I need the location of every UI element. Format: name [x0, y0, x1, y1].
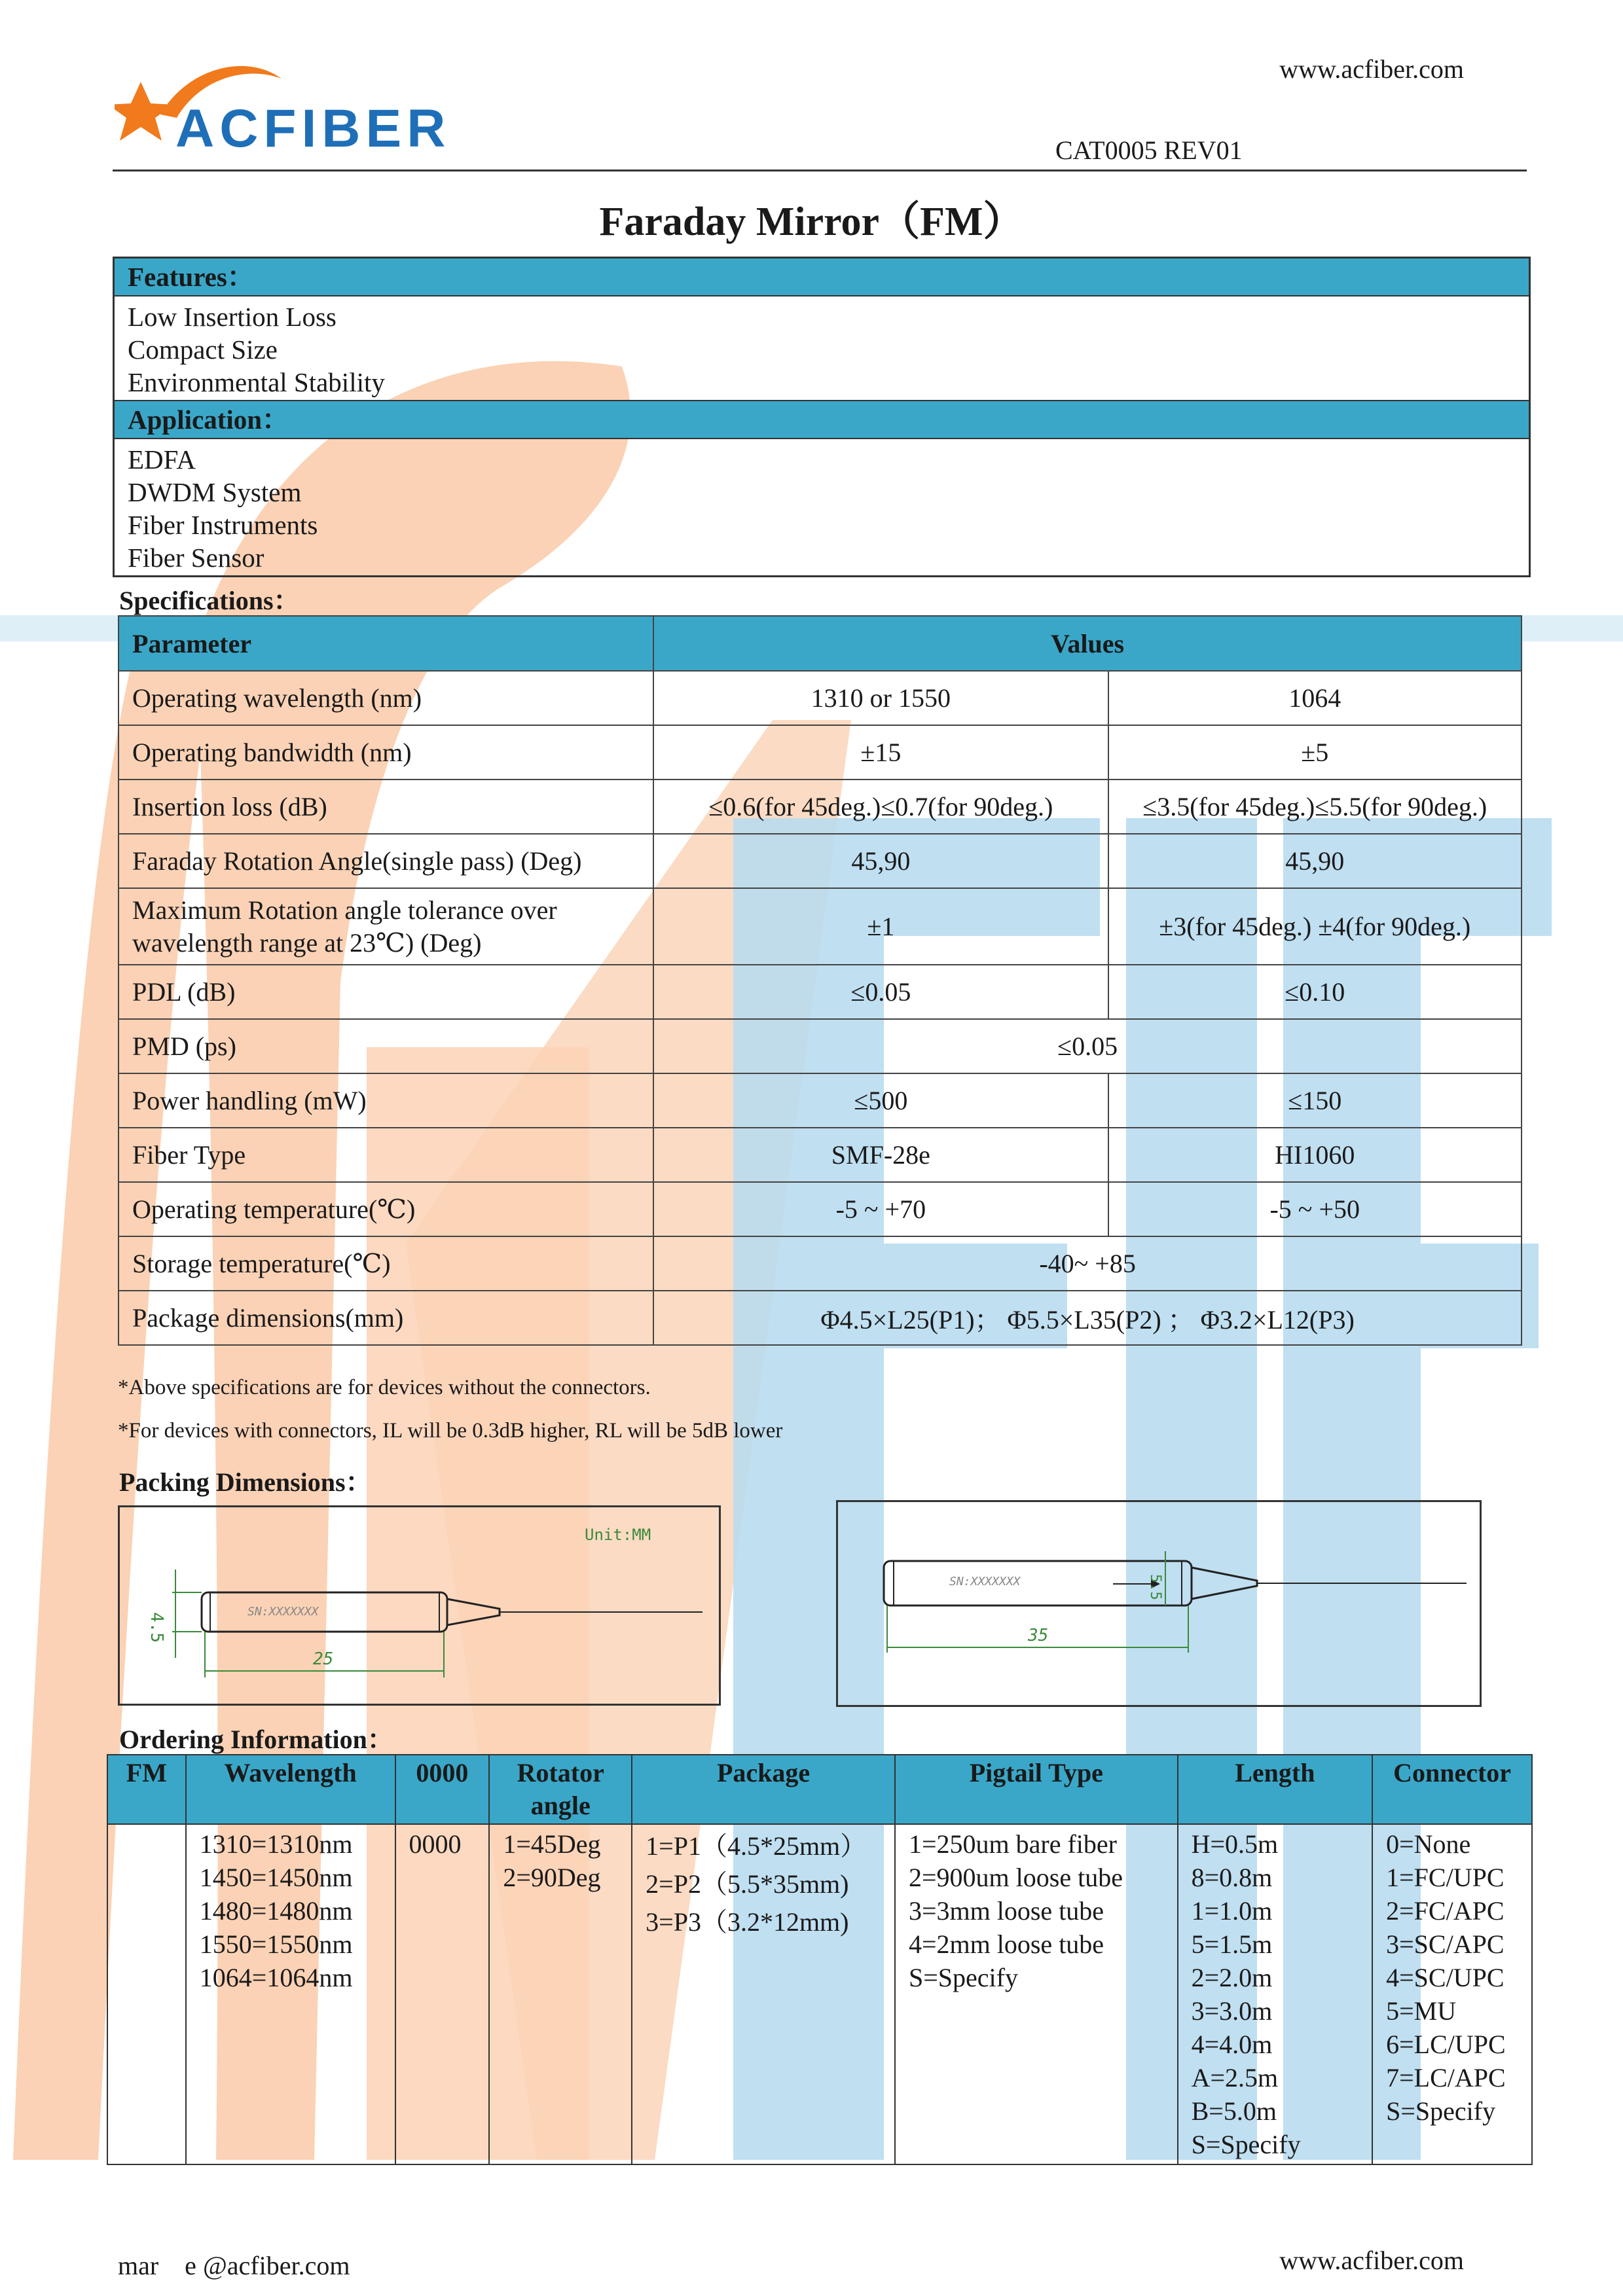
- table-row: [119, 671, 1522, 725]
- col-rotator: Rotator angle: [489, 1755, 632, 1824]
- spec-param-line: Maximum Rotation angle tolerance over: [132, 895, 557, 925]
- option-item: 1550=1550nm: [199, 1929, 353, 1959]
- option-item: 1064=1064nm: [199, 1963, 353, 1992]
- package-options: [632, 1824, 895, 2164]
- pigtail-options: [895, 1824, 1178, 2164]
- spec-value: 1310 or 1550: [653, 671, 1108, 725]
- connector-options: [1372, 1824, 1532, 2164]
- features-heading: Features：: [115, 259, 1529, 296]
- code-options: [395, 1824, 490, 2164]
- option-item: 0=None: [1386, 1829, 1471, 1859]
- spec-value: 1064: [1108, 671, 1522, 725]
- spec-value: 45,90: [653, 834, 1108, 888]
- packing-drawing-p2: [836, 1500, 1482, 1707]
- specifications-table: [118, 615, 1522, 1346]
- packing-diagram-p1: [120, 1507, 719, 1704]
- unit-label: Unit:MM: [585, 1526, 651, 1544]
- spec-param: Operating wavelength (nm): [119, 671, 653, 725]
- option-item: 2=900um loose tube: [908, 1863, 1123, 1892]
- spec-value: ≤0.10: [1108, 965, 1522, 1019]
- option-item: S=Specify: [1191, 2130, 1301, 2159]
- page-title: Faraday Mirror（FM）: [599, 200, 1024, 244]
- option-item: 2=P2（5.5*35mm): [646, 1869, 849, 1899]
- application-list: [115, 439, 1529, 575]
- ordering-options-row: [107, 1824, 1532, 2164]
- col-code: 0000: [395, 1755, 490, 1824]
- option-item: 1=250um bare fiber: [908, 1829, 1117, 1859]
- option-item: 2=2.0m: [1191, 1963, 1273, 1992]
- dim-diameter: 4.5: [147, 1612, 166, 1643]
- spec-param: Operating bandwidth (nm): [119, 725, 653, 780]
- spec-value: ±1: [653, 888, 1108, 965]
- table-row: [119, 888, 1522, 965]
- spec-value: SMF-28e: [653, 1128, 1108, 1182]
- option-item: A=2.5m: [1191, 2063, 1279, 2092]
- application-heading: Application：: [115, 400, 1529, 439]
- rotator-options: [489, 1824, 632, 2164]
- spec-value: ≤150: [1108, 1073, 1522, 1128]
- option-item: 1310=1310nm: [199, 1829, 353, 1859]
- option-item: 6=LC/UPC: [1386, 2030, 1506, 2059]
- serial-label: SN:XXXXXXX: [949, 1575, 1021, 1588]
- option-item: 1=P1（4.5*25mm）: [646, 1831, 867, 1861]
- option-item: 5=1.5m: [1191, 1929, 1273, 1959]
- feature-item: Compact Size: [128, 334, 278, 365]
- col-fm: FM: [107, 1755, 186, 1824]
- feature-item: Low Insertion Loss: [128, 302, 337, 332]
- col-connector: Connector: [1372, 1755, 1532, 1824]
- spec-value: ±15: [653, 725, 1108, 780]
- table-row: [119, 1291, 1522, 1345]
- option-item: 1=45Deg: [503, 1829, 601, 1859]
- spec-value: ≤3.5(for 45deg.)≤5.5(for 90deg.): [1108, 780, 1522, 834]
- application-item: Fiber Instruments: [128, 510, 318, 540]
- option-item: 0000: [409, 1829, 462, 1859]
- option-item: 1=FC/UPC: [1386, 1863, 1504, 1892]
- spec-param: PDL (dB): [119, 965, 653, 1019]
- header-divider: [113, 170, 1527, 171]
- footer-website[interactable]: www.acfiber.com: [1279, 2246, 1464, 2275]
- option-item: 1=1.0m: [1191, 1896, 1273, 1926]
- application-item: Fiber Sensor: [128, 543, 264, 573]
- table-row: [119, 1182, 1522, 1236]
- dim-length: 35: [1028, 1626, 1049, 1645]
- option-item: S=Specify: [908, 1963, 1018, 1992]
- wavelength-options: [186, 1824, 395, 2164]
- dim-diameter: 5.5: [1147, 1574, 1163, 1600]
- option-item: 2=90Deg: [503, 1863, 601, 1892]
- length-options: [1178, 1824, 1373, 2164]
- table-row: [119, 834, 1522, 888]
- logo-text: ACFIBER: [175, 99, 451, 158]
- table-row: [119, 1236, 1522, 1291]
- spec-value: ≤0.05: [653, 1019, 1522, 1073]
- footer-email[interactable]: mar e @acfiber.com: [118, 2251, 350, 2280]
- table-row: [119, 1128, 1522, 1182]
- option-item: 5=MU: [1386, 1996, 1457, 2026]
- spec-param: PMD (ps): [119, 1019, 653, 1073]
- spec-param: Operating temperature(℃): [119, 1182, 653, 1236]
- option-item: B=5.0m: [1191, 2096, 1277, 2126]
- option-item: S=Specify: [1386, 2096, 1496, 2126]
- spec-value: ±3(for 45deg.) ±4(for 90deg.): [1108, 888, 1522, 965]
- option-item: 4=2mm loose tube: [908, 1929, 1104, 1959]
- table-row: [119, 780, 1522, 834]
- option-item: 4=4.0m: [1191, 2030, 1273, 2059]
- col-values: Values: [653, 616, 1522, 671]
- table-row: [119, 965, 1522, 1019]
- spec-param: [119, 888, 653, 965]
- col-wavelength: Wavelength: [186, 1755, 395, 1824]
- spec-value: Φ4.5×L25(P1)； Φ5.5×L35(P2) ； Φ3.2×L12(P3): [653, 1291, 1522, 1345]
- ordering-header-row: [107, 1755, 1532, 1824]
- spec-param: Power handling (mW): [119, 1073, 653, 1128]
- application-item: DWDM System: [128, 477, 302, 507]
- col-parameter: Parameter: [119, 616, 653, 671]
- spec-param: Package dimensions(mm): [119, 1291, 653, 1345]
- option-item: 3=P3（3.2*12mm): [646, 1907, 849, 1937]
- table-row: [119, 1019, 1522, 1073]
- spec-param: Insertion loss (dB): [119, 780, 653, 834]
- spec-param-line: wavelength range at 23℃) (Deg): [132, 927, 482, 958]
- table-row: [119, 725, 1522, 780]
- spec-value: ±5: [1108, 725, 1522, 780]
- spec-value: -5 ~ +70: [653, 1182, 1108, 1236]
- option-item: 7=LC/APC: [1386, 2063, 1506, 2092]
- spec-note: *Above specifications are for devices without the connectors.: [118, 1376, 651, 1399]
- fm-options: [107, 1824, 186, 2164]
- col-package: Package: [632, 1755, 895, 1824]
- header-website[interactable]: www.acfiber.com: [1279, 54, 1464, 84]
- packing-diagram-p2: [838, 1502, 1480, 1705]
- option-item: 8=0.8m: [1191, 1863, 1273, 1892]
- col-length: Length: [1178, 1755, 1373, 1824]
- ordering-table: [107, 1754, 1533, 2165]
- option-item: 3=3mm loose tube: [908, 1896, 1104, 1926]
- catalog-number: CAT0005 REV01: [1055, 135, 1243, 165]
- specifications-heading: Specifications：: [119, 586, 300, 615]
- packing-heading: Packing Dimensions：: [119, 1467, 372, 1497]
- option-item: H=0.5m: [1191, 1829, 1279, 1859]
- spec-param: Fiber Type: [119, 1128, 653, 1182]
- spec-note: *For devices with connectors, IL will be 0.3dB higher, RL will be 5dB lower: [118, 1419, 783, 1443]
- option-item: 1480=1480nm: [199, 1896, 353, 1926]
- spec-value: ≤500: [653, 1073, 1108, 1128]
- option-item: 3=3.0m: [1191, 1996, 1273, 2026]
- spec-header-row: [119, 616, 1522, 671]
- serial-label: SN:XXXXXXX: [247, 1605, 319, 1619]
- dim-length: 25: [313, 1649, 334, 1669]
- feature-item: Environmental Stability: [128, 367, 385, 397]
- spec-value: HI1060: [1108, 1128, 1522, 1182]
- table-row: [119, 1073, 1522, 1128]
- application-item: EDFA: [128, 444, 196, 475]
- option-item: 1450=1450nm: [199, 1863, 353, 1892]
- spec-value: -5 ~ +50: [1108, 1182, 1522, 1236]
- features-application-box: [113, 257, 1531, 577]
- spec-value: 45,90: [1108, 834, 1522, 888]
- spec-value: ≤0.05: [653, 965, 1108, 1019]
- spec-value: ≤0.6(for 45deg.)≤0.7(for 90deg.): [653, 780, 1108, 834]
- col-pigtail: Pigtail Type: [895, 1755, 1178, 1824]
- features-list: [115, 296, 1529, 400]
- spec-value: -40~ +85: [653, 1236, 1522, 1291]
- spec-param: Storage temperature(℃): [119, 1236, 653, 1291]
- option-item: 4=SC/UPC: [1386, 1963, 1504, 1992]
- spec-param: Faraday Rotation Angle(single pass) (Deg): [119, 834, 653, 888]
- option-item: 2=FC/APC: [1386, 1896, 1504, 1926]
- packing-drawing-p1: [118, 1505, 721, 1706]
- ordering-heading: Ordering Information：: [119, 1725, 393, 1754]
- option-item: 3=SC/APC: [1386, 1929, 1504, 1959]
